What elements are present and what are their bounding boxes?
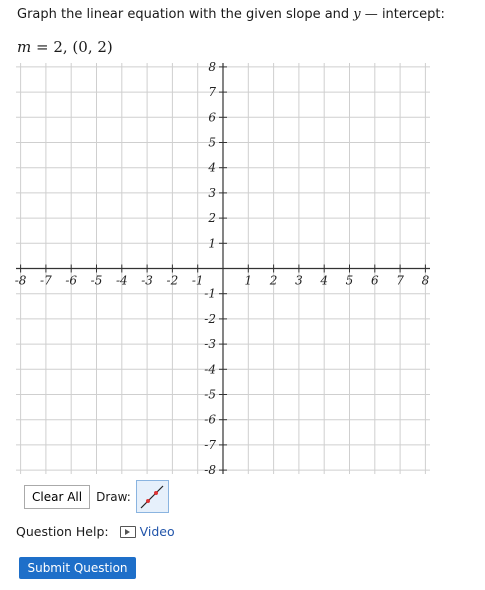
prompt-dash: — [364,7,378,22]
prompt-prefix: Graph the linear equation with the given slope and [17,7,350,22]
x-tick-label: 4 [320,273,329,288]
y-tick-label: 4 [208,160,216,175]
y-tick-label: -8 [204,463,216,478]
line-tool-button[interactable] [136,480,169,513]
y-tick-label: -1 [204,286,216,301]
video-link[interactable]: Video [139,524,175,539]
y-tick-label: 8 [208,59,216,74]
video-icon [120,526,136,538]
y-tick-label: -7 [204,437,216,452]
y-tick-label: -2 [204,311,216,326]
y-tick-label: 2 [208,211,216,226]
y-tick-label: 5 [208,135,216,150]
question-help [16,524,175,539]
x-tick-label: -5 [90,273,103,288]
x-tick-label: 6 [370,273,379,288]
x-tick-label: 5 [345,273,354,288]
y-tick-label: -5 [204,387,216,402]
x-tick-label: -4 [115,273,128,288]
x-tick-label: -7 [40,273,52,288]
x-tick-label: -8 [14,273,27,288]
y-tick-label: -3 [204,337,216,352]
help-label: Question Help: [16,524,109,539]
y-tick-label: 6 [208,110,216,125]
y-tick-label: -6 [204,412,216,427]
x-tick-label: 8 [421,273,430,288]
draw-label: Draw: [96,489,131,504]
x-tick-label: 7 [396,273,404,288]
slope-and-point: = 2, (0, 2) [36,38,113,56]
submit-question-button[interactable]: Submit Question [19,557,136,579]
y-tick-label: 7 [208,85,216,100]
x-tick-label: 3 [295,273,303,288]
x-tick-label: -3 [141,273,153,288]
x-tick-label: -2 [166,273,179,288]
prompt-var-y: y [353,7,361,22]
prompt-suffix: intercept: [381,7,445,22]
x-tick-label: -1 [191,273,204,288]
y-tick-label: 3 [208,185,216,200]
x-tick-label: 1 [244,273,253,288]
line-tool-icon [138,483,166,511]
x-tick-label: -6 [65,273,78,288]
y-tick-label: 1 [208,236,216,251]
y-tick-label: -4 [204,362,216,377]
slope-var: m [17,38,32,56]
graph-controls [24,480,169,513]
x-tick-label: 2 [269,273,278,288]
clear-all-button[interactable]: Clear All [24,485,90,509]
